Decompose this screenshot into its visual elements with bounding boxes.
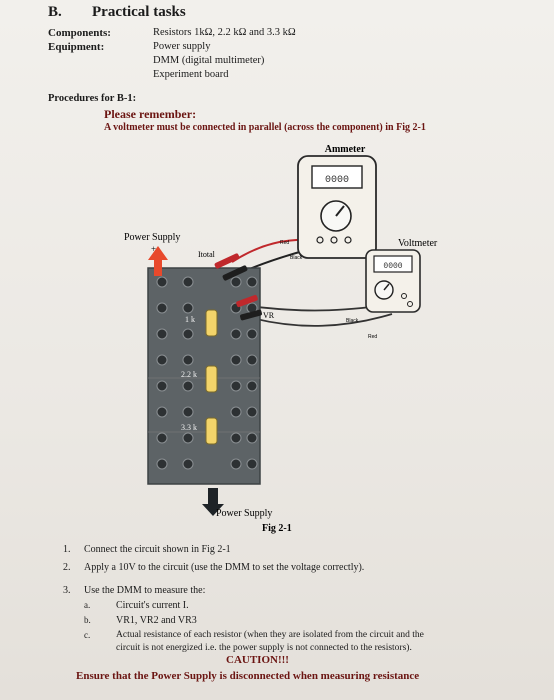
substep-text: Circuit's current I. <box>116 600 189 611</box>
vr-label: VR <box>263 311 275 320</box>
itotal-label: Itotal <box>198 250 215 259</box>
board-hole <box>247 381 257 391</box>
equipment-item: DMM (digital multimeter) <box>153 55 265 66</box>
substep-letter: a. <box>84 600 91 610</box>
board-hole <box>231 355 241 365</box>
step-text: Connect the circuit shown in Fig 2-1 <box>84 544 231 555</box>
components-label: Components: <box>48 27 111 39</box>
resistor-1k <box>206 310 217 336</box>
black-lead-label: Black <box>290 255 303 261</box>
substep-continuation: circuit is not energized i.e. the power supply is not connected to the resistors). <box>116 643 412 653</box>
section-letter: B. <box>48 4 62 20</box>
ammeter-label: Ammeter <box>324 144 366 155</box>
voltmeter-device <box>366 250 420 312</box>
board-hole <box>231 381 241 391</box>
voltmeter-display: 0000 <box>383 262 403 271</box>
r1-label: 1 k <box>185 315 195 324</box>
procedures-heading: Procedures for B-1: <box>48 93 137 104</box>
resistor-3-3k <box>206 418 217 444</box>
board-hole <box>231 329 241 339</box>
board-hole <box>183 407 193 417</box>
board-hole <box>247 329 257 339</box>
power-supply-top-label: Power Supply <box>124 232 181 243</box>
board-hole <box>157 459 167 469</box>
section-title: Practical tasks <box>92 4 186 20</box>
board-hole <box>183 459 193 469</box>
board-hole <box>157 277 167 287</box>
caution-heading: CAUTION!!! <box>226 654 289 666</box>
board-hole <box>247 433 257 443</box>
red-probe <box>214 253 240 269</box>
board-hole <box>157 355 167 365</box>
voltmeter-note: A voltmeter must be connected in parallel (across the component) in Fig 2-1 <box>104 122 426 133</box>
equipment-item: Power supply <box>153 41 211 52</box>
ammeter-device <box>298 156 376 258</box>
board-hole <box>157 303 167 313</box>
board-hole <box>183 329 193 339</box>
step-number: 3. <box>63 585 71 596</box>
step-number: 2. <box>63 562 71 573</box>
step-text: Use the DMM to measure the: <box>84 585 206 596</box>
wire-to-voltmeter-black <box>248 306 380 311</box>
r2-label: 2.2 k <box>181 370 197 379</box>
board-hole <box>183 355 193 365</box>
remember-heading: Please remember: <box>104 107 197 121</box>
board-hole <box>247 407 257 417</box>
board-hole <box>247 355 257 365</box>
components-value: Resistors 1kΩ, 2.2 kΩ and 3.3 kΩ <box>153 27 296 38</box>
substep-letter: b. <box>84 615 91 625</box>
board-hole <box>231 277 241 287</box>
board-hole <box>231 433 241 443</box>
r3-label: 3.3 k <box>181 423 197 432</box>
board-hole <box>247 459 257 469</box>
step-text: Apply a 10V to the circuit (use the DMM to set the voltage correctly). <box>84 562 365 573</box>
substep-letter: c. <box>84 630 91 640</box>
board-hole <box>183 433 193 443</box>
board-hole <box>157 433 167 443</box>
equipment-item: Experiment board <box>153 69 229 80</box>
voltmeter-black-lead-label: Black <box>346 318 359 324</box>
voltmeter-red-lead-label: Red <box>368 334 378 340</box>
board-hole <box>183 303 193 313</box>
ammeter-display: 0000 <box>324 175 350 186</box>
substep-text: VR1, VR2 and VR3 <box>116 615 197 626</box>
voltmeter-label: Voltmeter <box>398 238 438 249</box>
board-hole <box>231 459 241 469</box>
board-hole <box>157 329 167 339</box>
red-lead-label: Red <box>280 240 290 246</box>
plus-label: + <box>151 244 157 254</box>
board-hole <box>231 407 241 417</box>
step-number: 1. <box>63 544 71 555</box>
board-hole <box>157 381 167 391</box>
equipment-label: Equipment: <box>48 41 105 53</box>
board-hole <box>183 277 193 287</box>
warning-text: Ensure that the Power Supply is disconnected when measuring resistance <box>76 670 420 682</box>
board-hole <box>157 407 167 417</box>
board-hole <box>247 277 257 287</box>
resistor-2-2k <box>206 366 217 392</box>
substep-text: Actual resistance of each resistor (when they are isolated from the circuit and the <box>116 630 424 640</box>
figure-caption: Fig 2-1 <box>262 523 292 534</box>
power-supply-bottom-label: Power Supply <box>216 508 273 519</box>
board-hole <box>183 381 193 391</box>
